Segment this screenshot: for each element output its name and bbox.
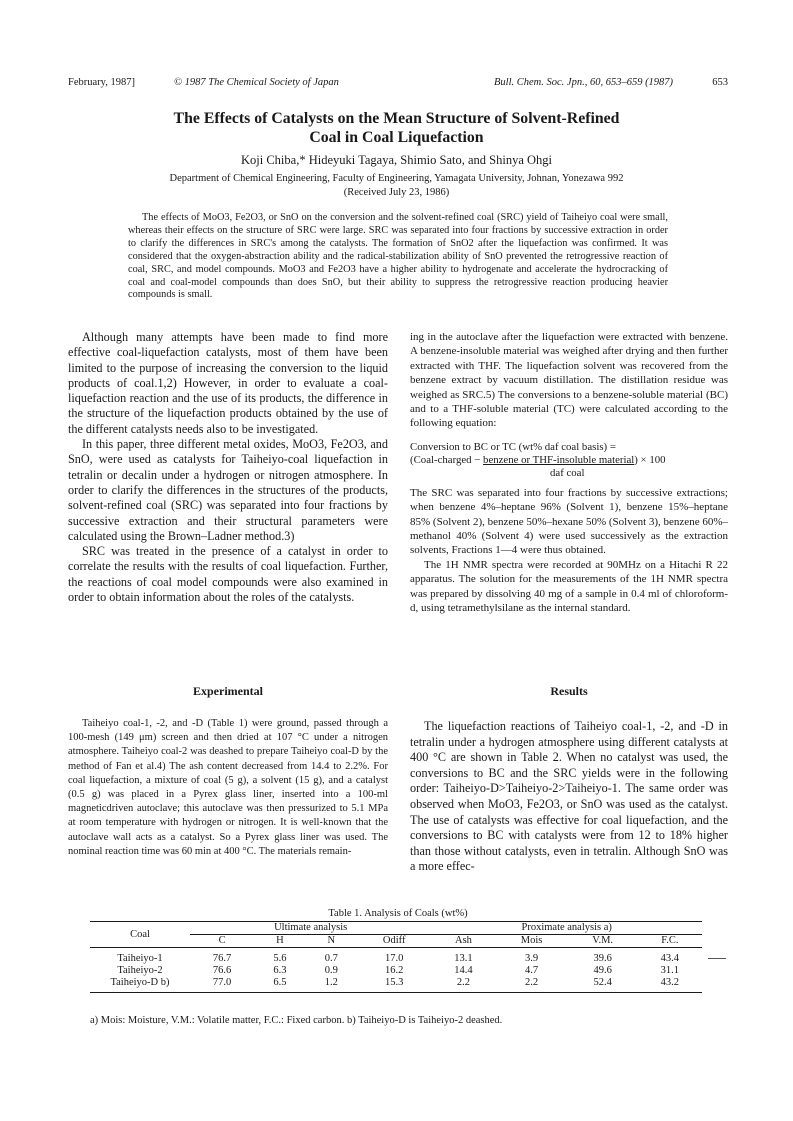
equation-line: Conversion to BC or TC (wt% daf coal basis) = — [410, 440, 616, 453]
column-header: Ash — [455, 935, 472, 946]
table-cell: 43.4 — [660, 953, 680, 964]
row-label: Taiheiyo-D b) — [110, 977, 170, 988]
table-cell: 52.4 — [593, 977, 612, 988]
conversion-equation — [410, 441, 728, 480]
affiliation-block — [60, 172, 733, 199]
column-header: V.M. — [592, 935, 614, 946]
column-header: Odiff — [382, 935, 406, 946]
body-paragraph: The liquefaction reactions of Taiheiyo coal-1, -2, and -D in tetralin under a hydrogen atmosphere using different catalysts at 400 °C are shown in Table 2. When no catalyst was used, the conversions to BC and the SRC yields were in the following order: Taiheiyo-D>Taiheiyo-2>Taiheiyo-1. The same order was observed when MoO3, Fe2O3, or SnO was used as the catalyst. The use of catalysts was effective for coal liquefaction, and the conversions to BC with catalysts were from 12 to 18% higher than those without catalysts, even in tetralin. Although SnO was a more effec- — [410, 719, 728, 874]
experimental-section — [68, 717, 388, 859]
results-section — [410, 719, 728, 875]
title-line-2: Coal in Coal Liquefaction — [309, 129, 484, 146]
table-cell: 31.1 — [660, 965, 680, 976]
table-row — [90, 948, 702, 966]
table-cell: 39.6 — [593, 953, 612, 964]
table-caption: Table 1. Analysis of Coals (wt%) — [328, 908, 468, 919]
author-list: Koji Chiba,* Hideyuki Tagaya, Shimio Sato, and Shinya Ohgi — [240, 153, 553, 167]
body-paragraph: Taiheiyo coal-1, -2, and -D (Table 1) were ground, passed through a 100-mesh (149 μm) screen and then dried at 107 °C under a nitrogen atmosphere. Taiheiyo coal-2 was deashed to prepare Taiheiyo coal-D by the method of Fan et al.4) The ash content decreased from 14.4 to 2.2%. For coal liquefaction, a mixture of coal (5 g), a solvent (15 g), and a catalyst (0.5 g) was placed in a Pyrex glass liner, inserted into a 100-ml magneticdriven autoclave; this autoclave was then pressurized to 5.1 MPa at room temperature with hydrogen or nitrogen. It is well-known that the autoclave wall acts as a catalyst. So a Pyrex glass liner was used. The nominal reaction time was 60 min at 400 °C. The materials remain- — [68, 718, 388, 857]
table-cell: 17.0 — [385, 953, 404, 964]
body-paragraph: ing in the autoclave after the liquefaction were extracted with benzene. A benzene-insoluble material was weighed after drying and then further extracted with THF. The liquefaction solvent was recovered from the benzene extract by vacuum distillation. The distillation residue was weighed as SRC.5) The conversions to a benzene-soluble material (BC) and to a THF-soluble material (TC) were calculated according to the following equation: — [410, 331, 728, 430]
column-header: N — [327, 935, 336, 946]
table-cell: 76.7 — [212, 953, 232, 964]
table-cell: 6.3 — [273, 965, 287, 976]
intro-paragraph: In this paper, three different metal oxides, MoO3, Fe2O3, and SnO, were used as catalysts for Taiheiyo-coal liquefaction in tetralin or decalin under a hydrogen or nitrogen atmosphere. In order to clarify the differences in the structures of the products, solvent-refined coal (SRC) was separated into four fractions by successive extraction and their structural parameters were calculated using the Brown–Ladner method.3) — [68, 437, 388, 543]
table-row — [90, 977, 702, 993]
row-label: Taiheiyo-1 — [117, 953, 163, 964]
column-header: H — [276, 935, 284, 946]
affiliation: Department of Chemical Engineering, Faculty of Engineering, Yamagata University, Johnan, Yonezawa 992 — [169, 173, 624, 184]
equation-prefix: (Coal-charged − — [410, 453, 484, 466]
row-label: Taiheiyo-2 — [117, 965, 163, 976]
equation-numerator — [410, 454, 728, 467]
table-row — [90, 965, 702, 977]
ultimate-analysis-header: Ultimate analysis — [190, 922, 431, 935]
table-cell: 4.7 — [525, 965, 539, 976]
body-paragraph: The 1H NMR spectra were recorded at 90MHz on a Hitachi R 22 apparatus. The solution for the measurements of the 1H NMR spectra was prepared by dissolving 40 mg of a sample in 0.4 ml of chloroform-d, using tetramethylsilane as the internal standard. — [410, 558, 728, 615]
table-cell: 14.4 — [454, 965, 473, 976]
equation-suffix: ) × 100 — [634, 453, 666, 466]
copyright-notice: © 1987 The Chemical Society of Japan — [174, 77, 339, 88]
experimental-continued — [410, 330, 728, 616]
table-cell: 3.9 — [525, 953, 539, 964]
intro-paragraph: Although many attempts have been made to find more effective coal-liquefaction catalysts, most of them have been limited to the purpose of increasing the conversion to the liquid products of coal.1,2) However, in order to evaluate a coal-liquefaction reaction and the use of its products, the difference in the structure of the liquefaction products obtained by the use of the different catalysts needs also to be investigated. — [68, 330, 388, 436]
table-footnote: a) Mois: Moisture, V.M.: Volatile matter, F.C.: Fixed carbon. b) Taiheiyo-D is Taiheiyo-2 deashed. — [90, 1015, 503, 1026]
title-line-1: The Effects of Catalysts on the Mean Structure of Solvent-Refined — [173, 110, 620, 127]
section-heading-results: Results — [550, 684, 588, 698]
table-cell: 2.2 — [525, 977, 539, 988]
equation-underlined-term: benzene or THF-insoluble material — [483, 453, 635, 466]
coal-analysis-table — [90, 921, 702, 993]
intro-paragraph: SRC was treated in the presence of a catalyst in order to correlate the results with the results of coal liquefaction. Further, the reactions of coal model compounds were also examined in order to obtain information about the roles of the catalysts. — [68, 544, 388, 605]
table-cell: 2.2 — [456, 977, 471, 988]
article-title — [60, 109, 733, 147]
table-cell: 1.2 — [324, 977, 338, 988]
table-cell: 0.7 — [324, 953, 338, 964]
table-cell: 6.5 — [273, 977, 287, 988]
table-cell: 77.0 — [212, 977, 232, 988]
proximate-analysis-header: Proximate analysis a) — [431, 922, 702, 935]
table-cell: 13.1 — [454, 953, 473, 964]
coal-column-header: Coal — [90, 922, 190, 948]
page-number: 653 — [712, 77, 728, 88]
table-cell: 0.9 — [324, 965, 338, 976]
table-cell: 76.6 — [212, 965, 232, 976]
equation-denominator: daf coal — [550, 466, 585, 479]
section-heading-experimental: Experimental — [193, 684, 263, 698]
margin-mark — [708, 958, 726, 959]
received-date: (Received July 23, 1986) — [343, 186, 450, 198]
running-head — [68, 76, 728, 90]
issue-date: February, 1987] — [68, 77, 135, 88]
journal-citation: Bull. Chem. Soc. Jpn., 60, 653–659 (1987) — [494, 77, 674, 88]
column-header: Mois — [520, 935, 543, 946]
table-cell: 16.2 — [385, 965, 404, 976]
column-header: F.C. — [661, 935, 679, 946]
table-cell: 49.6 — [593, 965, 612, 976]
table-cell: 15.3 — [385, 977, 404, 988]
table-cell: 5.6 — [273, 953, 287, 964]
body-paragraph: The SRC was separated into four fractions by successive extractions; when benzene 4%–heptane 96% (Solvent 1), benzene 15%–heptane 85% (Solvent 2), benzene 50%–hexane 50% (Solvent 3), benzene 60%–methanol 40% (Solvent 4) were used successively as the extraction solvents, Fractions 1—4 were thus obtained. — [410, 486, 728, 557]
introduction — [68, 330, 388, 605]
table-cell: 43.2 — [660, 977, 680, 988]
abstract: The effects of MoO3, Fe2O3, or SnO on the conversion and the solvent-refined coal (SRC) yield of Taiheiyo coal were small, whereas their effects on the structure of SRC were large. SRC was separated into four fractions by successive extraction in order to clarify the differences in SRC's among the catalysts. The formation of SnO2 after the liquefaction was confirmed. It was considered that the oxygen-abstraction ability and the radical-stabilization ability of SnO prevented the retrogressive reaction of coal, SRC, and model compounds. MoO3 and Fe2O3 have a higher ability to hydrogenate and accelerate the hydrocracking of coal and coal-model compounds than does SnO, but their ability to suppress the retrogressive reaction producing heavier compounds is small. — [128, 212, 668, 301]
column-header: C — [218, 935, 226, 946]
